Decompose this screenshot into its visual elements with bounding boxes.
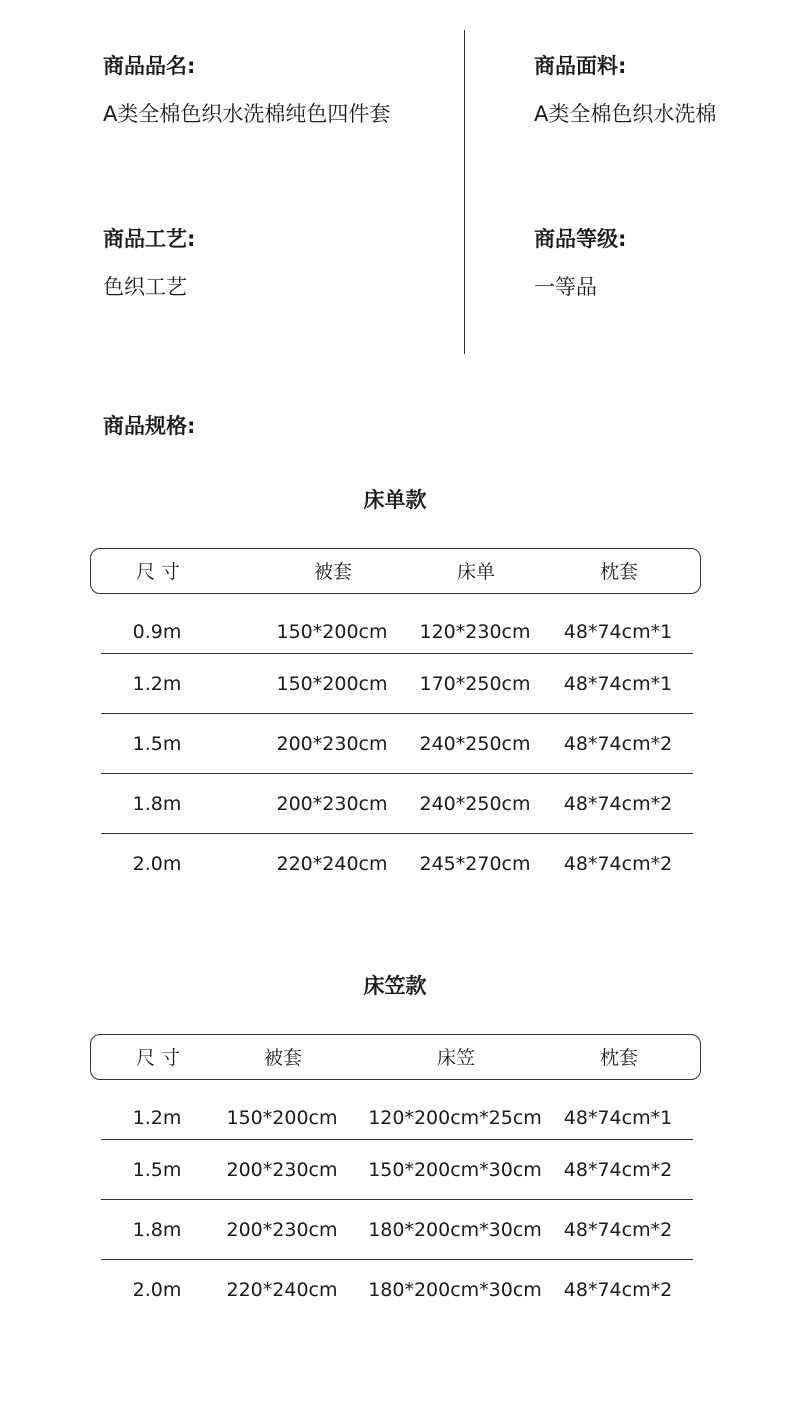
spec-label: 商品规格: [103, 414, 196, 438]
cell-duvet: 150*200cm [276, 621, 388, 643]
header-size: 尺 寸 [135, 1047, 181, 1069]
grade-value: 一等品 [534, 275, 597, 299]
cell-duvet: 200*230cm [226, 1159, 338, 1181]
table-row [90, 1260, 701, 1320]
fabric-value: A类全棉色织水洗棉 [534, 102, 717, 126]
cell-size: 1.8m [132, 1219, 182, 1241]
cell-duvet: 220*240cm [226, 1279, 338, 1301]
cell-pillowcase: 48*74cm*2 [563, 1159, 673, 1181]
cell-pillowcase: 48*74cm*2 [563, 1279, 673, 1301]
cell-pillowcase: 48*74cm*2 [563, 853, 673, 875]
table-row [90, 1080, 701, 1140]
cell-fitted-sheet: 180*200cm*30cm [368, 1219, 542, 1241]
flat-sheet-title: 床单款 [363, 488, 427, 512]
table-row [90, 1140, 701, 1200]
cell-size: 0.9m [132, 621, 182, 643]
craft-value: 色织工艺 [103, 275, 187, 299]
header-sheet: 床单 [456, 561, 496, 583]
table-body [90, 1080, 701, 1320]
flat-sheet-table [90, 548, 701, 894]
cell-duvet: 150*200cm [276, 673, 388, 695]
table-row [90, 774, 701, 834]
table-body [90, 594, 701, 894]
cell-pillowcase: 48*74cm*2 [563, 793, 673, 815]
cell-fitted-sheet: 120*200cm*25cm [368, 1107, 542, 1129]
name-value: A类全棉色织水洗棉纯色四件套 [103, 102, 391, 126]
header-fitted-sheet: 床笠 [436, 1047, 476, 1069]
cell-duvet: 150*200cm [226, 1107, 338, 1129]
grade-label: 商品等级: [534, 227, 627, 251]
cell-pillowcase: 48*74cm*1 [563, 673, 673, 695]
cell-duvet: 220*240cm [276, 853, 388, 875]
cell-size: 2.0m [132, 1279, 182, 1301]
table-row [90, 834, 701, 894]
cell-pillowcase: 48*74cm*2 [563, 1219, 673, 1241]
table-header [90, 1034, 701, 1080]
cell-duvet: 200*230cm [276, 793, 388, 815]
cell-sheet: 170*250cm [419, 673, 531, 695]
header-duvet: 被套 [313, 561, 353, 583]
table-header [90, 548, 701, 594]
cell-pillowcase: 48*74cm*2 [563, 733, 673, 755]
fabric-label: 商品面料: [534, 54, 627, 78]
info-fabric [534, 52, 716, 128]
cell-duvet: 200*230cm [276, 733, 388, 755]
header-pillowcase: 枕套 [599, 1047, 639, 1069]
table-row [90, 594, 701, 654]
fitted-sheet-table [90, 1034, 701, 1320]
cell-size: 1.2m [132, 673, 182, 695]
table-row [90, 714, 701, 774]
cell-size: 1.5m [132, 733, 182, 755]
cell-sheet: 120*230cm [419, 621, 531, 643]
info-grade [534, 225, 626, 301]
header-pillowcase: 枕套 [599, 561, 639, 583]
cell-duvet: 200*230cm [226, 1219, 338, 1241]
craft-label: 商品工艺: [103, 227, 196, 251]
header-size: 尺 寸 [135, 561, 181, 583]
cell-fitted-sheet: 150*200cm*30cm [368, 1159, 542, 1181]
info-craft [103, 225, 195, 301]
table-row [90, 1200, 701, 1260]
name-label: 商品品名: [103, 54, 196, 78]
cell-size: 1.8m [132, 793, 182, 815]
fitted-sheet-title: 床笠款 [363, 974, 427, 998]
cell-sheet: 240*250cm [419, 733, 531, 755]
header-duvet: 被套 [263, 1047, 303, 1069]
cell-pillowcase: 48*74cm*1 [563, 1107, 673, 1129]
table-row [90, 654, 701, 714]
cell-sheet: 245*270cm [419, 853, 531, 875]
cell-size: 1.5m [132, 1159, 182, 1181]
cell-pillowcase: 48*74cm*1 [563, 621, 673, 643]
info-name [103, 52, 390, 128]
cell-sheet: 240*250cm [419, 793, 531, 815]
vertical-divider [464, 30, 465, 354]
cell-size: 2.0m [132, 853, 182, 875]
cell-fitted-sheet: 180*200cm*30cm [368, 1279, 542, 1301]
cell-size: 1.2m [132, 1107, 182, 1129]
